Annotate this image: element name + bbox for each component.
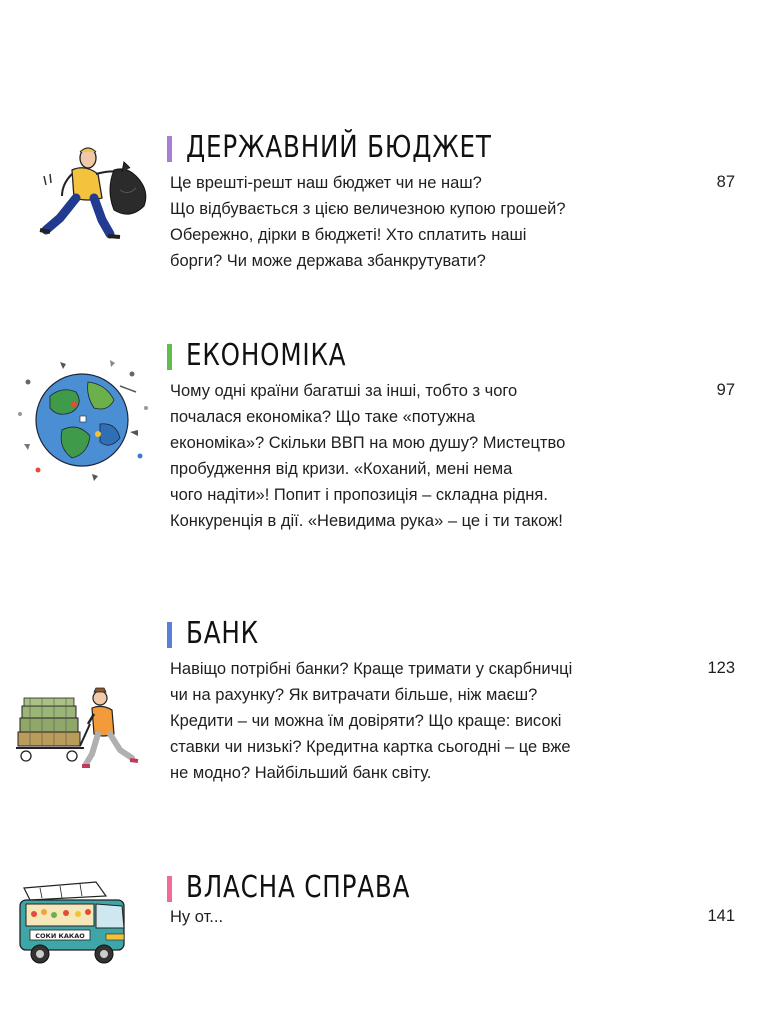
section-accent-bar (167, 876, 172, 902)
page-number: 87 (716, 173, 735, 191)
section-title: БАНК (186, 616, 259, 651)
section-accent-bar (167, 136, 172, 162)
description-line: не модно? Найбільший банк світу. (170, 764, 432, 782)
description-line: чи на рахунку? Як витрачати більше, ніж маєш? (170, 686, 538, 704)
description-line: пробудження від кризи. «Коханий, мені нема (170, 460, 513, 478)
description-line: Ну от... (170, 908, 224, 926)
description-line: борги? Чи може держава збанкрутувати? (170, 252, 486, 270)
description-line: чого надіти»! Попит і пропозиція – складна рідня. (170, 486, 548, 504)
description-line: почалася економіка? Що таке «потужна (170, 408, 476, 426)
section-description (170, 170, 640, 274)
van-sign-text: СОКИ КАКАО (35, 932, 85, 940)
description-line: ставки чи низькі? Кредитна картка сьогодні – це вже (170, 738, 571, 756)
section-description (170, 656, 640, 786)
description-line: Це врешті-решт наш бюджет чи не наш? (170, 174, 482, 192)
description-line: Конкуренція в дії. «Невидима рука» – це і ти також! (170, 512, 563, 530)
description-line: економіка»? Скільки ВВП на мою душу? Мистецтво (170, 434, 566, 452)
description-line: Що відбувається з цією величезною купою грошей? (170, 200, 566, 218)
section-accent-bar (167, 344, 172, 370)
man-carrying-trash-bag-icon (10, 140, 160, 245)
section-title: ЕКОНОМІКА (186, 338, 347, 373)
section-description (170, 904, 640, 930)
description-line: Навіщо потрібні банки? Краще тримати у скарбничці (170, 660, 573, 678)
section-title: ДЕРЖАВНИЙ БЮДЖЕТ (186, 130, 492, 165)
description-line: Чому одні країни багатші за інші, тобто з чого (170, 382, 518, 400)
food-truck-van-icon (10, 878, 150, 970)
man-pushing-money-cart-icon (10, 684, 150, 774)
section-accent-bar (167, 622, 172, 648)
section-title: ВЛАСНА СПРАВА (186, 870, 411, 905)
page-number: 123 (707, 659, 735, 677)
section-description (170, 378, 640, 534)
description-line: Кредити – чи можна їм довіряти? Що краще: високі (170, 712, 562, 730)
description-line: Обережно, дірки в бюджеті! Хто сплатить наші (170, 226, 527, 244)
page-number: 97 (716, 381, 735, 399)
globe-with-flying-objects-icon (10, 352, 155, 487)
page-number: 141 (707, 907, 735, 925)
